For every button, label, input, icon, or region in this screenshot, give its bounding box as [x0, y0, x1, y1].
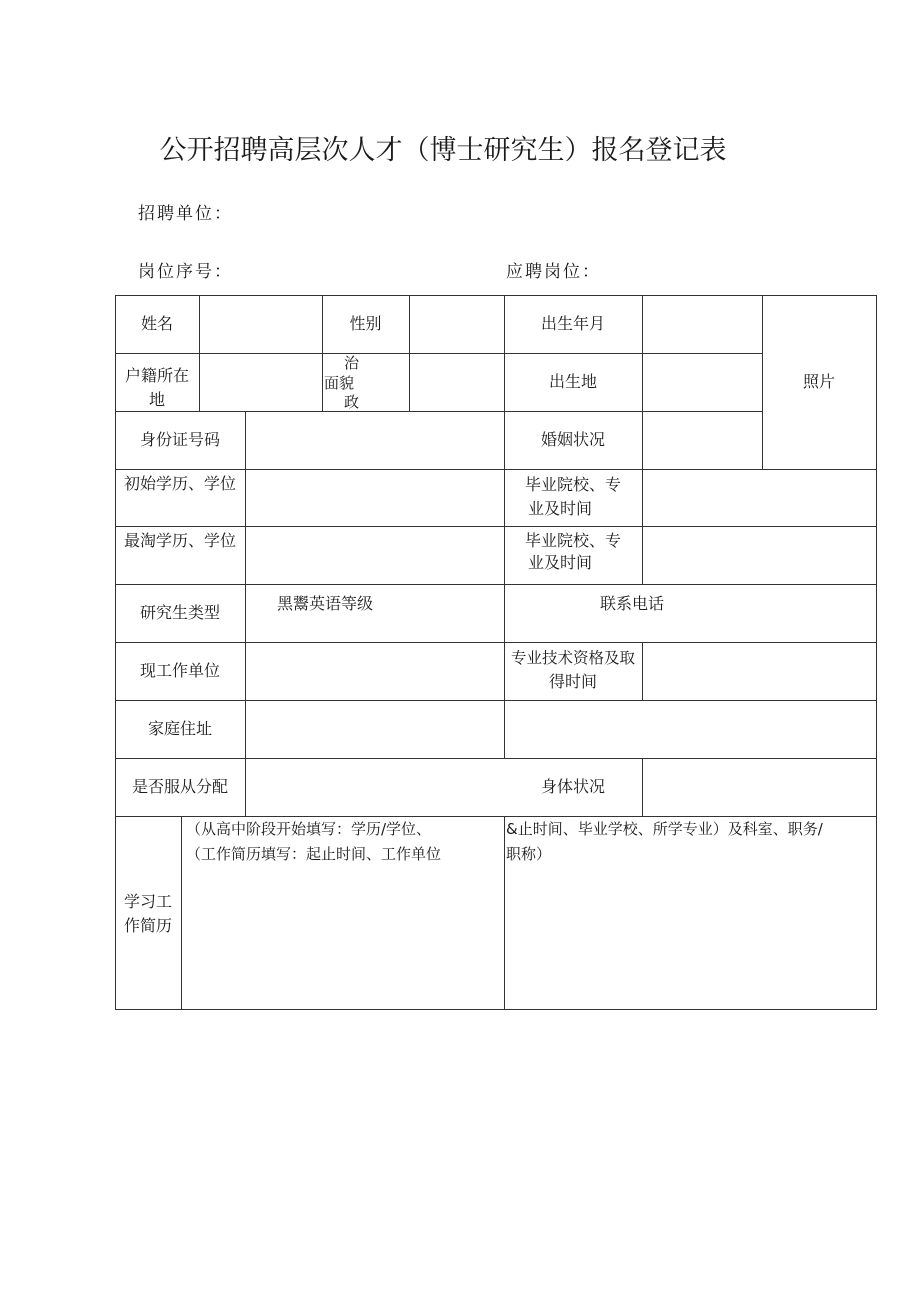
resume-hint-line1: （从高中阶段开始填写：学历/学位、 — [186, 820, 432, 838]
employer-label: 现工作单位 — [139, 661, 220, 680]
recruiting-unit-label: 招聘单位： — [138, 204, 233, 224]
initial-education-field[interactable] — [246, 470, 503, 525]
qualification-field[interactable] — [643, 643, 875, 699]
graduate-type-label: 研究生类型 — [139, 603, 220, 622]
english-level-label: 黑鬻英语等级 — [277, 594, 374, 613]
resume-work-field[interactable] — [505, 870, 875, 1008]
resume-hint-line3: &止时间、毕业学校、所学专业）及科室、职务/ — [506, 820, 823, 838]
form-title: 公开招聘高层次人才（博士研究生）报名登记表 — [159, 135, 727, 166]
hukou-label-line1: 户籍所在 — [124, 366, 189, 385]
qualification-label-line2: 得时间 — [548, 672, 597, 691]
graduate-school-1-label-line1: 毕业院校、专 — [524, 475, 621, 494]
health-label: 身体状况 — [540, 777, 605, 796]
birthplace-field[interactable] — [643, 354, 761, 410]
photo-box[interactable]: 照片 — [802, 372, 835, 391]
hukou-label-line2: 地 — [148, 390, 165, 409]
resume-education-field[interactable] — [182, 870, 503, 1008]
health-field[interactable] — [643, 759, 875, 815]
resume-hint-line2: （工作简历填写：起止时间、工作单位 — [186, 845, 442, 863]
marital-field[interactable] — [643, 412, 761, 468]
id-number-field[interactable] — [246, 412, 503, 468]
graduate-school-1-label-line2: 业及时间 — [528, 499, 593, 518]
home-address-field[interactable] — [246, 701, 875, 757]
graduate-school-1-field[interactable] — [643, 470, 875, 525]
graduate-school-2-label-line1: 毕业院校、专 — [524, 531, 621, 550]
applied-post-label: 应聘岗位： — [506, 262, 601, 282]
highest-education-field[interactable] — [246, 527, 503, 583]
name-label: 姓名 — [140, 314, 173, 333]
political-field[interactable] — [410, 354, 503, 410]
resume-hint-line4: 职称） — [506, 845, 552, 863]
gender-field[interactable] — [410, 296, 503, 352]
highest-education-label: 最淘学历、学位 — [123, 531, 236, 550]
political-label-line1: 治 — [344, 354, 360, 372]
hukou-field[interactable] — [200, 354, 321, 410]
marital-label: 婚姻状况 — [540, 430, 605, 449]
birthplace-label: 出生地 — [548, 372, 597, 391]
id-number-label: 身份证号码 — [139, 430, 220, 449]
gender-label: 性别 — [349, 314, 382, 333]
home-address-label: 家庭住址 — [147, 719, 212, 738]
birth-date-field[interactable] — [643, 296, 761, 352]
assignment-field[interactable] — [246, 759, 503, 815]
assignment-label: 是否服从分配 — [131, 777, 228, 796]
phone-label: 联系电话 — [600, 594, 665, 613]
resume-label-line2: 作简历 — [123, 916, 172, 935]
resume-label-line1: 学习工 — [123, 892, 172, 911]
post-number-label: 岗位序号： — [138, 262, 233, 282]
qualification-label-line1: 专业技术资格及取 — [510, 649, 635, 667]
graduate-school-2-label-line2: 业及时间 — [528, 553, 593, 572]
initial-education-label: 初始学历、学位 — [123, 474, 236, 493]
employer-field[interactable] — [246, 643, 503, 699]
birth-date-label: 出生年月 — [540, 314, 605, 333]
political-label-line2: 面貌 — [324, 374, 355, 392]
name-field[interactable] — [200, 296, 321, 352]
graduate-school-2-field[interactable] — [643, 527, 875, 583]
political-label-line3: 政 — [344, 393, 360, 411]
